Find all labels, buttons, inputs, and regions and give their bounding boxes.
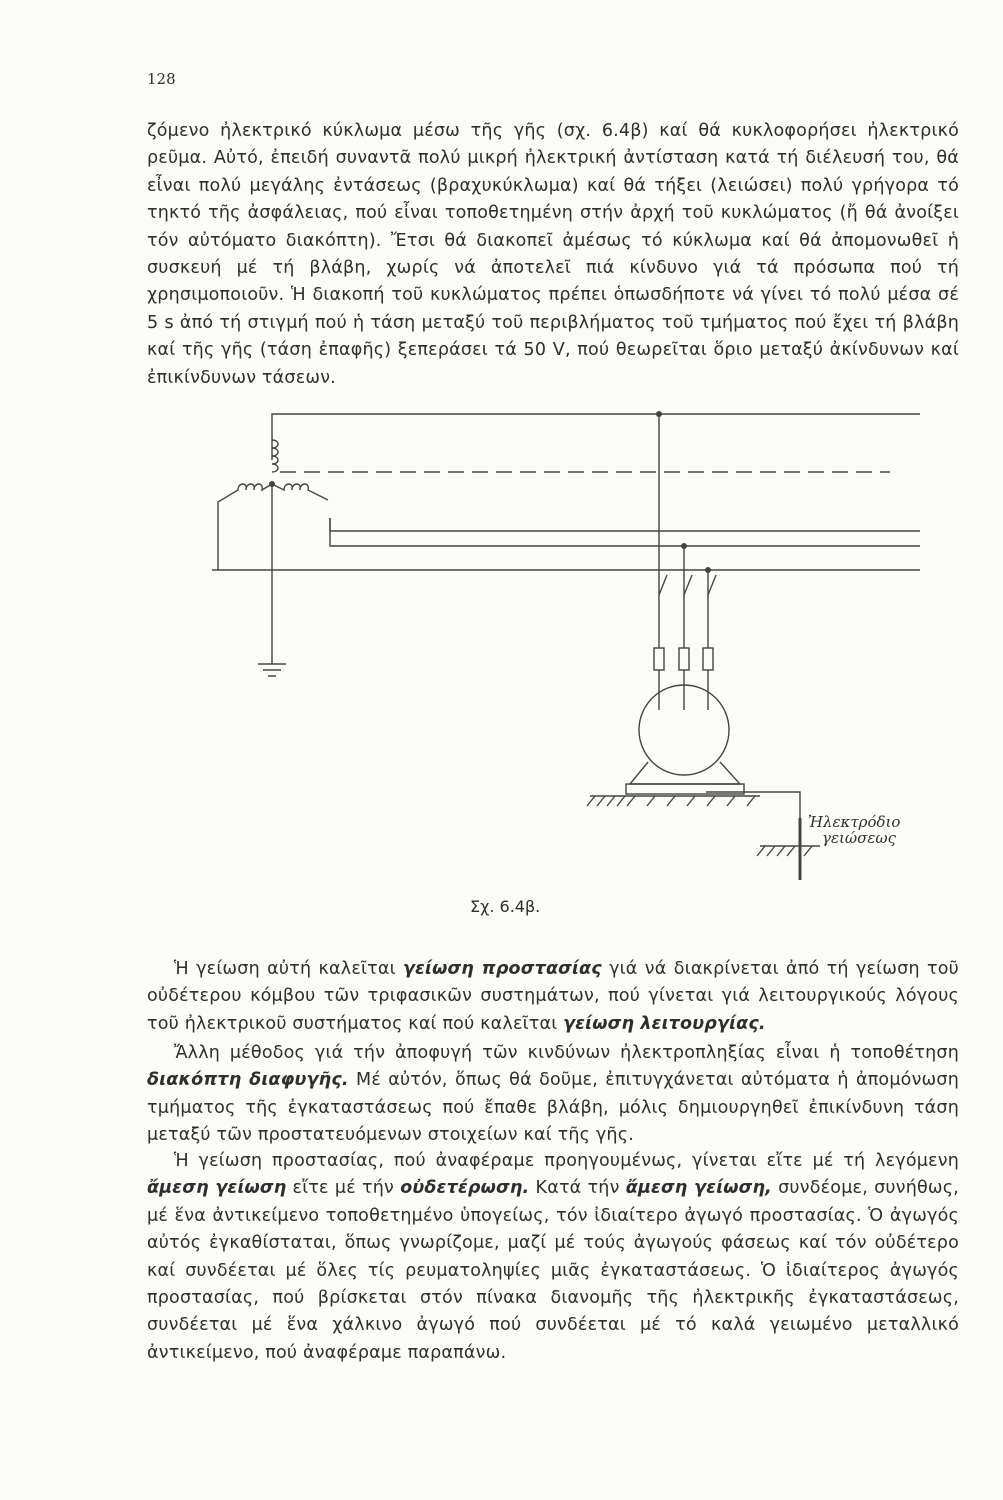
switch-1	[659, 575, 667, 622]
motor-base	[630, 762, 740, 784]
figure-caption: Σχ. 6.4β.	[470, 897, 541, 916]
coil-right	[272, 484, 328, 500]
term-functional-earth: γείωση λειτουργίας.	[563, 1013, 766, 1034]
fuse-3	[703, 648, 713, 670]
p3-text-b: Μέ αὐτόν, ὅπως θά δοῦμε, ἐπιτυγχάνεται αὐτόματα ἡ ἀπομόνωση τμήματος τῆς ἐγκαταστάσεως πού ἔπαθε βλάβη, μόλις δημιουργηθεῖ ἐπικίνδυνη τάση μεταξύ τῶν προστατευόμενων στοιχείων καί τῆς γῆς.	[147, 1070, 959, 1146]
paragraph-direct-earthing	[147, 1148, 959, 1367]
paragraph-residual-current-switch	[147, 1040, 959, 1150]
electrode-label-line2: γειώσεως	[822, 829, 897, 847]
electrode-label-line1: Ἠλεκτρόδιο	[808, 813, 901, 831]
term-direct-earthing: ἄμεση γείωση	[147, 1178, 287, 1199]
phase-line-3	[330, 518, 920, 546]
phase-line-1	[272, 414, 920, 460]
term-protective-earth: γείωση προστασίας	[402, 959, 602, 979]
electrode-label	[808, 814, 900, 846]
fuse-2	[679, 648, 689, 670]
p4-text-a: Ἡ γείωση προστασίας, πού ἀναφέραμε προηγουμένως, γίνεται εἴτε μέ τή λεγόμενη	[174, 1151, 959, 1171]
switch-2	[684, 575, 692, 622]
switch-3	[708, 575, 716, 622]
page-number: 128	[147, 70, 176, 88]
coil-vertical	[272, 440, 278, 472]
coil-left	[218, 484, 272, 570]
term-rcd: διακόπτη διαφυγῆς.	[147, 1070, 349, 1091]
paragraph-short-circuit: ζόμενο ἠλεκτρικό κύκλωμα μέσω τῆς γῆς (σχ. 6.4β) καί θά κυκλοφορήσει ἠλεκτρικό ρεῦμα. Αὐτό, ἐπειδή συναντᾶ πολύ μικρή ἠλεκτρική ἀντίσταση κατά τή διέλευσή του, θά εἶναι πολύ μεγάλης ἐντάσεως (βραχυκύκλωμα) καί θά τήξει (λειώσει) πολύ γρήγορα τό τηκτό τῆς ἀσφάλειας, πού εἶναι τοποθετημένη στήν ἀρχή τοῦ κυκλώματος (ἤ θά ἀνοίξει τόν αὐτόματο διακόπτη). Ἔτσι θά διακοπεῖ ἀμέσως τό κύκλωμα καί θά ἀπομονωθεῖ ἡ συσκευή μέ τή βλάβη, χωρίς νά ἀποτελεῖ πιά κίνδυνο γιά τά πρόσωπα πού τή χρησιμοποιοῦν. Ἡ διακοπή τοῦ κυκλώματος πρέπει ὁπωσδήποτε νά γίνει τό πολύ μέσα σέ 5 s ἀπό τή στιγμή πού ἡ τάση μεταξύ τοῦ περιβλήματος τοῦ τμήματος πού ἔχει τή βλάβη καί τῆς γῆς (τάση ἐπαφῆς) ξεπεράσει τά 50 V, πού θεωρεῖται ὅριο μεταξύ ἀκίνδυνων καί ἐπικίνδυνων τάσεων.	[147, 121, 959, 388]
p4-text-d: συνδέομε, συνήθως, μέ ἕνα ἀντικείμενο τοποθετημένο ὑπογείως, τόν ἰδιαίτερο ἀγωγό προστασίας. Ὁ ἀγωγός αὐτός ἐγκαθίσταται, ὅπως γνωρίζομε, μαζί μέ τούς ἀγωγούς φάσεως καί τόν οὐδέτερο καί συνδέεται μέ ὅλες τίς ρευματοληψίες μιᾶς ἐγκαταστάσεως. Ὁ ἰδιαίτερος ἀγωγός προστασίας, πού βρίσκεται στόν πίνακα διανομῆς τῆς ἠλεκτρικῆς ἐγκαταστάσεως, συνδέεται μέ ἕνα χάλκινο ἀγωγό πού συνδέεται μέ τό καλά γειωμένο μεταλλικό ἀντικείμενο, πού ἀναφέραμε παραπάνω.	[147, 1178, 959, 1363]
p4-text-c: Κατά τήν	[529, 1178, 626, 1199]
p2-text-b: γιά νά διακρίνεται ἀπό τή γείωση τοῦ οὐδέτερου κόμβου τῶν τριφασικῶν συστημάτων, πού γίνεται γιά λειτουργικούς λόγους τοῦ ἠλεκτρικοῦ συστήματος καί πού καλεῖται	[147, 959, 959, 1034]
term-neutralisation: οὐδετέρωση.	[400, 1178, 530, 1199]
earth-symbol	[258, 664, 286, 676]
term-direct-earthing-2: ἄμεση γείωση,	[625, 1178, 772, 1199]
ground-hatching	[587, 796, 755, 806]
phase-line-2	[330, 518, 920, 531]
p3-text-a: Ἄλλη μέθοδος γιά τήν ἀποφυγή τῶν κινδύνων ἠλεκτροπληξίας εἶναι ἡ τοποθέτηση	[174, 1043, 959, 1063]
paragraph-protective-earth	[147, 956, 959, 1038]
p2-text-a: Ἡ γείωση αὐτή καλεῖται	[174, 959, 403, 979]
p4-text-b: εἴτε μέ τήν	[286, 1178, 401, 1199]
fuse-1	[654, 648, 664, 670]
